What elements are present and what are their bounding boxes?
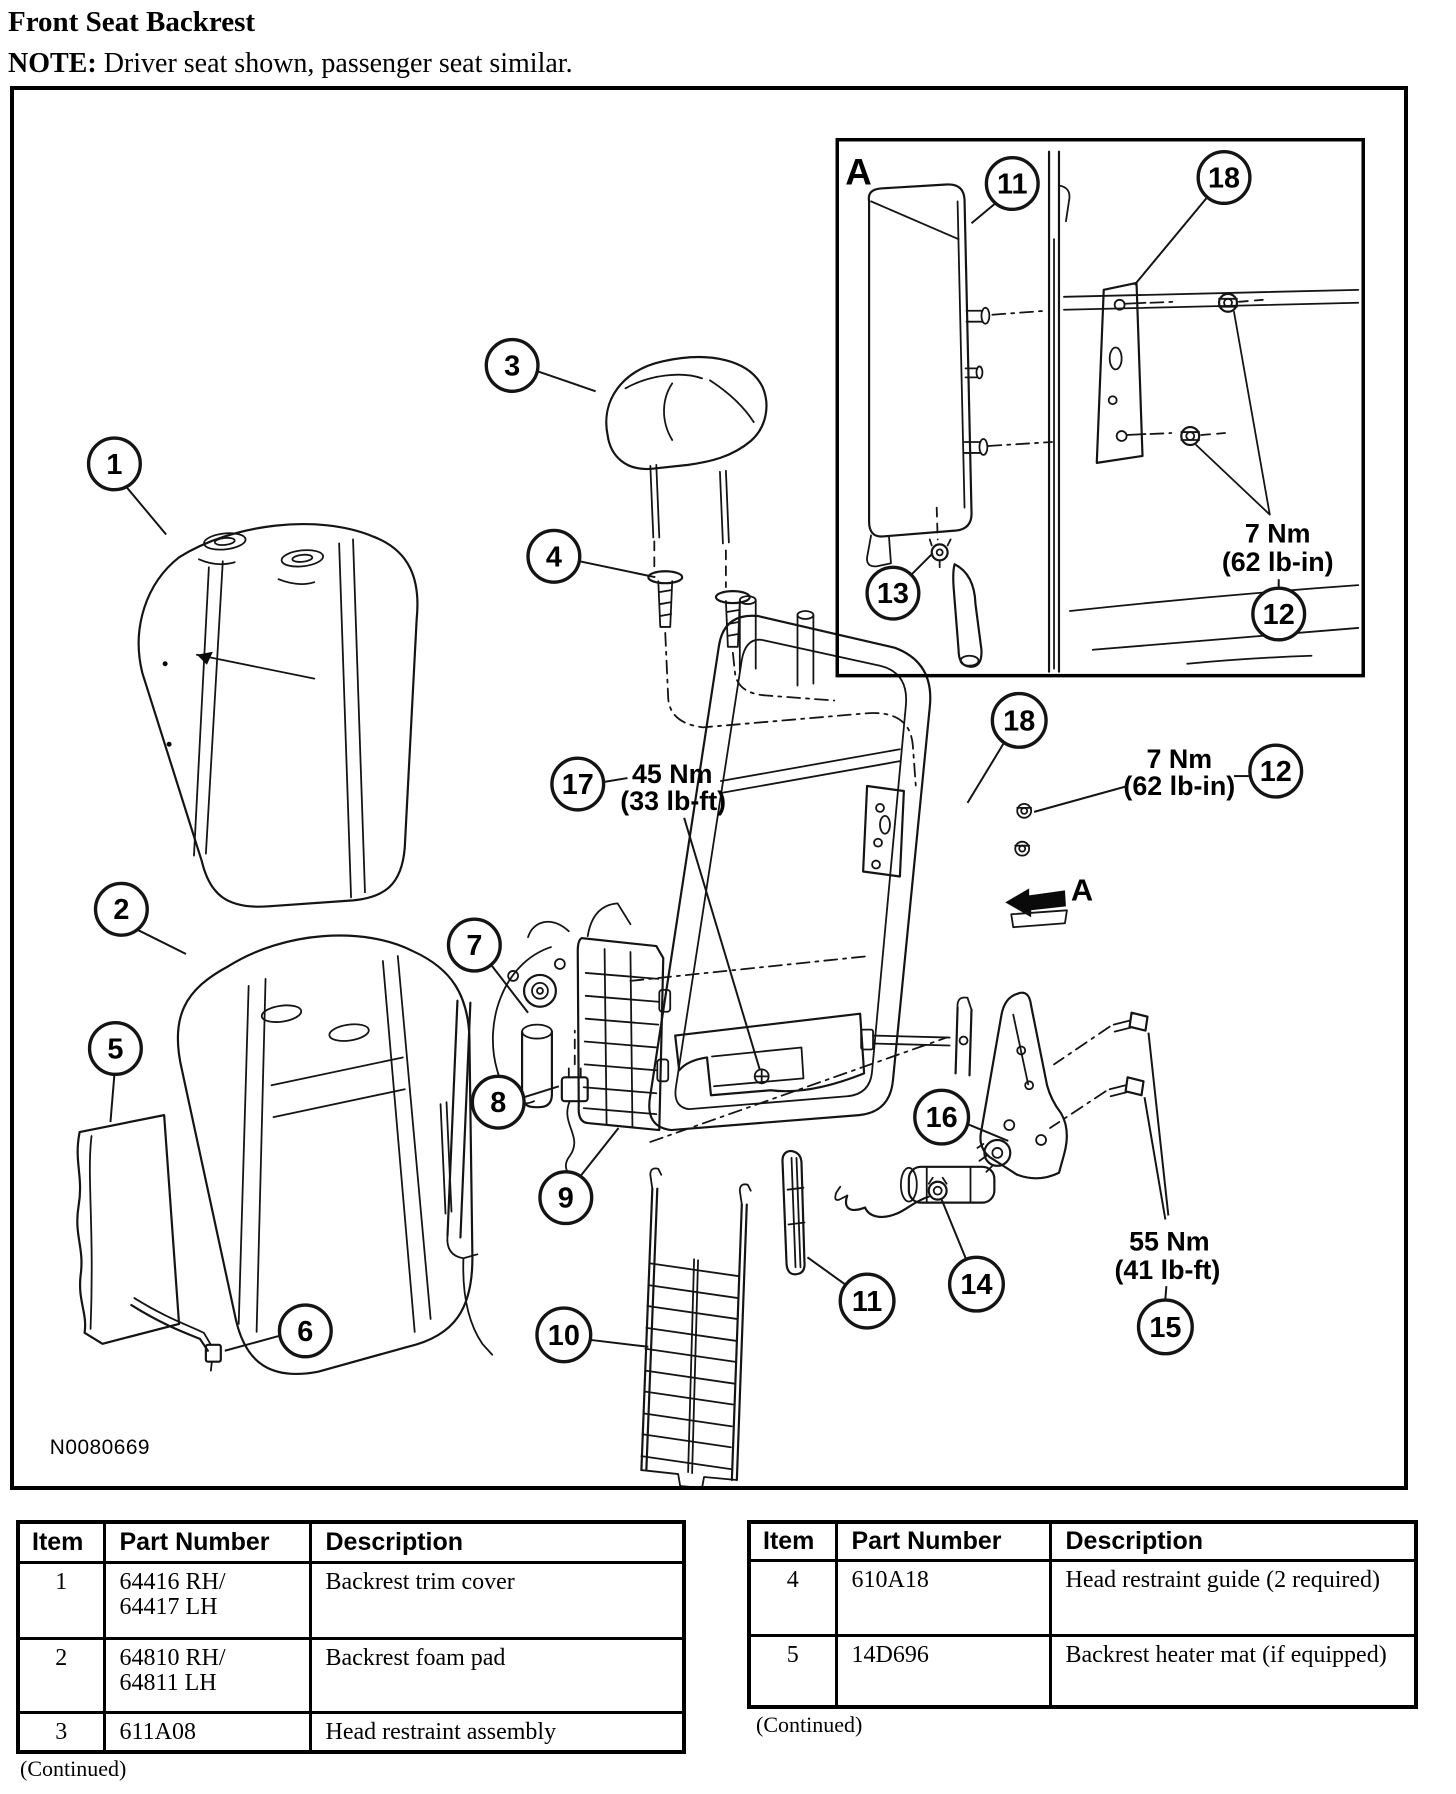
cell-part-number	[836, 1560, 1050, 1635]
view-a-arrow	[1005, 872, 1093, 927]
callout-5	[90, 1023, 142, 1122]
callout-12-inset	[1253, 588, 1305, 640]
exploded-view-diagram	[10, 86, 1408, 1490]
cell-part-number	[836, 1635, 1050, 1707]
part-cable-clip	[835, 1178, 946, 1217]
callout-14	[942, 1200, 1004, 1311]
cell-item: 1	[18, 1562, 104, 1638]
assembly-axis-2	[630, 956, 869, 981]
cell-part-number	[104, 1562, 310, 1638]
page-note	[8, 48, 573, 80]
svg-text:11: 11	[851, 1285, 883, 1318]
parts-table-left	[16, 1520, 686, 1754]
part-connector	[562, 1031, 588, 1177]
part-heater-mat	[77, 1115, 179, 1344]
torque-label-7nm-inset	[1222, 518, 1334, 587]
part-line-1: 14D696	[851, 1641, 929, 1668]
svg-text:6: 6	[297, 1315, 314, 1348]
cell-description: Backrest foam pad	[310, 1638, 684, 1712]
svg-text:(62 lb-in): (62 lb-in)	[1221, 547, 1334, 578]
svg-text:(41 lb-ft): (41 lb-ft)	[1114, 1255, 1221, 1286]
inset-view-label: A	[845, 151, 872, 193]
callout-15	[1139, 1300, 1193, 1354]
callout-7	[448, 919, 528, 1012]
callout-6	[225, 1305, 331, 1357]
callout-16	[915, 1090, 1008, 1144]
svg-text:10: 10	[547, 1319, 580, 1352]
cell-description: Head restraint assembly	[310, 1712, 684, 1752]
figure-id: N0080669	[49, 1436, 151, 1460]
callout-18-inset	[1135, 152, 1250, 285]
svg-text:12: 12	[1259, 756, 1292, 789]
svg-text:4: 4	[545, 541, 562, 574]
svg-text:5: 5	[107, 1033, 124, 1066]
note-label: NOTE:	[8, 48, 97, 79]
part-trim-stick	[782, 1151, 804, 1274]
svg-text:7: 7	[466, 930, 483, 963]
cell-description: Backrest heater mat (if equipped)	[1050, 1635, 1416, 1707]
part-line-1: 64810 RH/	[119, 1644, 226, 1671]
part-line-1: 64416 RH/	[119, 1568, 226, 1595]
svg-text:3: 3	[504, 350, 521, 383]
callout-2	[96, 883, 186, 954]
part-backrest-foam-pad	[178, 936, 473, 1374]
callout-1	[89, 438, 167, 534]
callout-11-main	[807, 1257, 894, 1328]
table-row	[18, 1562, 684, 1638]
header-description: Description	[310, 1522, 684, 1562]
svg-text:18: 18	[1207, 162, 1241, 195]
cell-part-number	[104, 1638, 310, 1712]
svg-text:7 Nm: 7 Nm	[1244, 518, 1311, 549]
svg-text:11: 11	[997, 168, 1028, 201]
callout-18-main	[968, 694, 1047, 803]
header-item: Item	[749, 1522, 836, 1560]
view-arrow-label: A	[1070, 872, 1094, 908]
svg-text:9: 9	[557, 1182, 574, 1215]
callout-4	[528, 530, 655, 582]
cell-item: 3	[18, 1712, 104, 1752]
diagram-canvas	[14, 90, 1404, 1486]
header-description: Description	[1050, 1522, 1416, 1560]
parts-table-right	[747, 1520, 1418, 1709]
callout-3	[486, 340, 595, 392]
part-head-restraint	[606, 357, 766, 587]
svg-text:(62 lb-in): (62 lb-in)	[1123, 770, 1236, 801]
frame-mount-nuts	[1015, 804, 1031, 856]
cell-description: Head restraint guide (2 required)	[1050, 1560, 1416, 1635]
callout-8	[472, 1076, 559, 1128]
svg-text:7 Nm: 7 Nm	[1146, 744, 1213, 775]
svg-text:14: 14	[960, 1269, 993, 1302]
svg-text:13: 13	[876, 578, 909, 611]
continued-note-right: (Continued)	[756, 1712, 863, 1737]
part-side-trim-panel	[867, 184, 1052, 566]
svg-text:8: 8	[490, 1087, 507, 1120]
part-mount-bracket	[1097, 283, 1176, 463]
svg-text:1: 1	[106, 448, 123, 481]
svg-text:12: 12	[1262, 598, 1295, 631]
table-row	[749, 1560, 1416, 1635]
cell-description: Backrest trim cover	[310, 1562, 684, 1638]
body-pillar	[1049, 152, 1358, 672]
svg-text:(33 lb-ft): (33 lb-ft)	[620, 785, 727, 816]
header-item: Item	[18, 1522, 104, 1562]
part-mount-bolts	[1050, 1013, 1147, 1128]
callout-13-inset	[867, 553, 933, 619]
torque-label-7nm-main	[1034, 744, 1249, 812]
svg-text:17: 17	[561, 768, 594, 801]
cell-item: 2	[18, 1638, 104, 1712]
callout-17	[552, 758, 628, 810]
cell-part-number	[104, 1712, 310, 1752]
part-trim-wire	[131, 1298, 220, 1371]
svg-text:55 Nm: 55 Nm	[1129, 1226, 1210, 1257]
part-recliner-mechanism	[861, 993, 1067, 1203]
note-text: Driver seat shown, passenger seat similar.	[103, 48, 573, 79]
svg-text:18: 18	[1003, 705, 1036, 738]
table-header-row	[749, 1522, 1416, 1560]
table-header-row	[18, 1522, 684, 1562]
table-row	[18, 1712, 684, 1752]
part-backrest-trim-cover	[139, 524, 418, 907]
callout-10	[537, 1308, 648, 1362]
table-row	[749, 1635, 1416, 1707]
svg-text:15: 15	[1149, 1311, 1182, 1344]
part-line-1: 610A18	[851, 1566, 929, 1593]
inset-torque-nuts	[1181, 294, 1269, 515]
part-line-2: 64811 LH	[119, 1670, 217, 1697]
cell-item: 4	[749, 1560, 836, 1635]
cell-item: 5	[749, 1635, 836, 1707]
part-line-2: 64417 LH	[119, 1594, 218, 1621]
part-line-1: 611A08	[119, 1718, 196, 1745]
part-wire-mat	[641, 1168, 750, 1486]
header-part-number: Part Number	[104, 1522, 310, 1562]
page-title: Front Seat Backrest	[8, 6, 256, 38]
torque-label-55nm	[1114, 1033, 1220, 1299]
callout-12-main	[1250, 745, 1302, 797]
header-part-number: Part Number	[836, 1522, 1050, 1560]
callout-9	[540, 1128, 619, 1223]
callout-11-inset	[971, 158, 1038, 224]
svg-text:16: 16	[925, 1102, 958, 1135]
continued-note-left: (Continued)	[20, 1756, 127, 1781]
table-row	[18, 1638, 684, 1712]
svg-text:45 Nm: 45 Nm	[631, 759, 713, 790]
svg-text:2: 2	[113, 894, 130, 927]
